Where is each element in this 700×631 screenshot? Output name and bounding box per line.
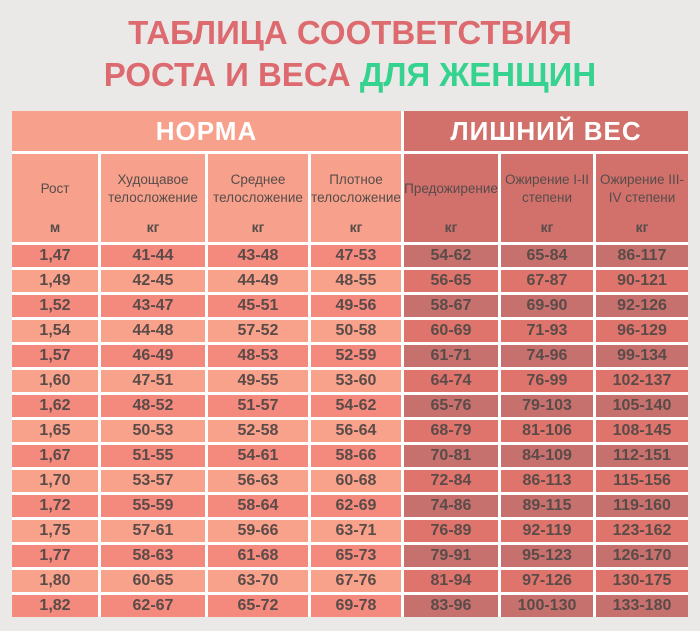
weight-range-cell: 60-65 <box>101 570 205 592</box>
weight-range-cell: 67-76 <box>311 570 401 592</box>
weight-range-cell: 48-53 <box>208 345 308 367</box>
weight-range-cell: 61-68 <box>208 545 308 567</box>
height-cell: 1,82 <box>12 595 98 617</box>
height-cell: 1,70 <box>12 470 98 492</box>
title-red-text-2: РОСТА И ВЕСА <box>103 56 351 93</box>
weight-range-cell: 95-123 <box>501 545 593 567</box>
weight-range-cell: 97-126 <box>501 570 593 592</box>
weight-range-cell: 62-67 <box>101 595 205 617</box>
weight-range-cell: 68-79 <box>404 420 498 442</box>
column-unit: кг <box>146 219 160 235</box>
weight-range-cell: 61-71 <box>404 345 498 367</box>
weight-range-cell: 49-55 <box>208 370 308 392</box>
weight-range-cell: 130-175 <box>596 570 688 592</box>
column-name: Рост <box>40 180 70 196</box>
weight-range-cell: 72-84 <box>404 470 498 492</box>
section-header-norm: НОРМА <box>12 111 401 151</box>
page-title <box>0 12 700 96</box>
height-cell: 1,75 <box>12 520 98 542</box>
column-name: Предожирение <box>404 180 498 196</box>
weight-range-cell: 41-44 <box>101 245 205 267</box>
column-unit: кг <box>349 219 363 235</box>
weight-range-cell: 43-48 <box>208 245 308 267</box>
column-name: Ожирение I-II степени <box>504 171 590 205</box>
column-header-obesity-3-4 <box>596 154 688 242</box>
weight-range-cell: 84-109 <box>501 445 593 467</box>
weight-range-cell: 56-65 <box>404 270 498 292</box>
weight-range-cell: 58-67 <box>404 295 498 317</box>
weight-range-cell: 126-170 <box>596 545 688 567</box>
weight-range-cell: 83-96 <box>404 595 498 617</box>
weight-range-cell: 99-134 <box>596 345 688 367</box>
column-header-thin-build <box>101 154 205 242</box>
height-cell: 1,49 <box>12 270 98 292</box>
weight-range-cell: 51-55 <box>101 445 205 467</box>
weight-range-cell: 42-45 <box>101 270 205 292</box>
title-red-text: ТАБЛИЦА СООТВЕТСТВИЯ <box>128 14 572 51</box>
weight-range-cell: 45-51 <box>208 295 308 317</box>
column-unit: кг <box>635 219 649 235</box>
height-cell: 1,65 <box>12 420 98 442</box>
weight-range-cell: 112-151 <box>596 445 688 467</box>
weight-range-cell: 46-49 <box>101 345 205 367</box>
weight-range-cell: 69-90 <box>501 295 593 317</box>
weight-range-cell: 64-74 <box>404 370 498 392</box>
weight-range-cell: 57-52 <box>208 320 308 342</box>
weight-range-cell: 123-162 <box>596 520 688 542</box>
column-header-height <box>12 154 98 242</box>
weight-range-cell: 60-68 <box>311 470 401 492</box>
weight-range-cell: 96-129 <box>596 320 688 342</box>
weight-range-cell: 115-156 <box>596 470 688 492</box>
weight-range-cell: 86-117 <box>596 245 688 267</box>
weight-range-cell: 70-81 <box>404 445 498 467</box>
weight-range-cell: 119-160 <box>596 495 688 517</box>
weight-range-cell: 44-49 <box>208 270 308 292</box>
weight-range-cell: 54-62 <box>311 395 401 417</box>
height-cell: 1,80 <box>12 570 98 592</box>
height-cell: 1,77 <box>12 545 98 567</box>
title-green-text: ДЛЯ ЖЕНЩИН <box>359 56 597 93</box>
column-unit: кг <box>540 219 554 235</box>
weight-range-cell: 47-53 <box>311 245 401 267</box>
weight-range-cell: 60-69 <box>404 320 498 342</box>
weight-range-cell: 54-62 <box>404 245 498 267</box>
weight-range-cell: 86-113 <box>501 470 593 492</box>
weight-range-cell: 52-58 <box>208 420 308 442</box>
weight-range-cell: 65-73 <box>311 545 401 567</box>
page-title-line2 <box>0 54 700 96</box>
weight-range-cell: 90-121 <box>596 270 688 292</box>
weight-range-cell: 65-84 <box>501 245 593 267</box>
weight-range-cell: 55-59 <box>101 495 205 517</box>
weight-range-cell: 50-53 <box>101 420 205 442</box>
column-unit: кг <box>444 219 458 235</box>
weight-range-cell: 67-87 <box>501 270 593 292</box>
height-cell: 1,57 <box>12 345 98 367</box>
height-cell: 1,54 <box>12 320 98 342</box>
weight-range-cell: 57-61 <box>101 520 205 542</box>
column-header-preobesity <box>404 154 498 242</box>
weight-range-cell: 47-51 <box>101 370 205 392</box>
column-name: Плотное телосложение <box>311 171 401 205</box>
weight-range-cell: 69-78 <box>311 595 401 617</box>
weight-range-cell: 48-52 <box>101 395 205 417</box>
column-name: Среднее телосложение <box>213 171 303 205</box>
height-cell: 1,62 <box>12 395 98 417</box>
height-cell: 1,72 <box>12 495 98 517</box>
weight-range-cell: 76-99 <box>501 370 593 392</box>
weight-range-cell: 71-93 <box>501 320 593 342</box>
weight-range-cell: 74-96 <box>501 345 593 367</box>
weight-range-cell: 58-66 <box>311 445 401 467</box>
weight-range-cell: 89-115 <box>501 495 593 517</box>
weight-range-cell: 81-94 <box>404 570 498 592</box>
weight-range-cell: 43-47 <box>101 295 205 317</box>
column-name: Худощавое телосложение <box>108 171 198 205</box>
weight-range-cell: 54-61 <box>208 445 308 467</box>
column-header-average-build <box>208 154 308 242</box>
weight-range-cell: 108-145 <box>596 420 688 442</box>
height-cell: 1,67 <box>12 445 98 467</box>
weight-range-cell: 102-137 <box>596 370 688 392</box>
weight-range-cell: 100-130 <box>501 595 593 617</box>
weight-range-cell: 65-72 <box>208 595 308 617</box>
weight-range-cell: 63-71 <box>311 520 401 542</box>
page-title-line1 <box>0 12 700 54</box>
weight-range-cell: 92-126 <box>596 295 688 317</box>
weight-range-cell: 56-63 <box>208 470 308 492</box>
section-header-excess: ЛИШНИЙ ВЕС <box>404 111 688 151</box>
weight-range-cell: 53-60 <box>311 370 401 392</box>
column-header-dense-build <box>311 154 401 242</box>
weight-range-cell: 49-56 <box>311 295 401 317</box>
weight-range-cell: 48-55 <box>311 270 401 292</box>
weight-range-cell: 133-180 <box>596 595 688 617</box>
column-unit: м <box>49 219 61 235</box>
weight-range-cell: 59-66 <box>208 520 308 542</box>
column-name: Ожирение III-IV степени <box>599 171 685 205</box>
height-cell: 1,60 <box>12 370 98 392</box>
weight-range-cell: 52-59 <box>311 345 401 367</box>
weight-range-cell: 65-76 <box>404 395 498 417</box>
weight-range-cell: 74-86 <box>404 495 498 517</box>
weight-range-cell: 53-57 <box>101 470 205 492</box>
weight-range-cell: 81-106 <box>501 420 593 442</box>
weight-range-cell: 50-58 <box>311 320 401 342</box>
column-unit: кг <box>251 219 265 235</box>
column-header-obesity-1-2 <box>501 154 593 242</box>
weight-range-cell: 44-48 <box>101 320 205 342</box>
weight-range-cell: 56-64 <box>311 420 401 442</box>
weight-range-cell: 79-103 <box>501 395 593 417</box>
weight-range-cell: 92-119 <box>501 520 593 542</box>
height-cell: 1,47 <box>12 245 98 267</box>
weight-range-cell: 105-140 <box>596 395 688 417</box>
height-weight-table <box>12 111 688 617</box>
weight-range-cell: 58-64 <box>208 495 308 517</box>
weight-range-cell: 63-70 <box>208 570 308 592</box>
height-cell: 1,52 <box>12 295 98 317</box>
weight-range-cell: 76-89 <box>404 520 498 542</box>
weight-range-cell: 62-69 <box>311 495 401 517</box>
weight-range-cell: 58-63 <box>101 545 205 567</box>
weight-range-cell: 79-91 <box>404 545 498 567</box>
weight-range-cell: 51-57 <box>208 395 308 417</box>
